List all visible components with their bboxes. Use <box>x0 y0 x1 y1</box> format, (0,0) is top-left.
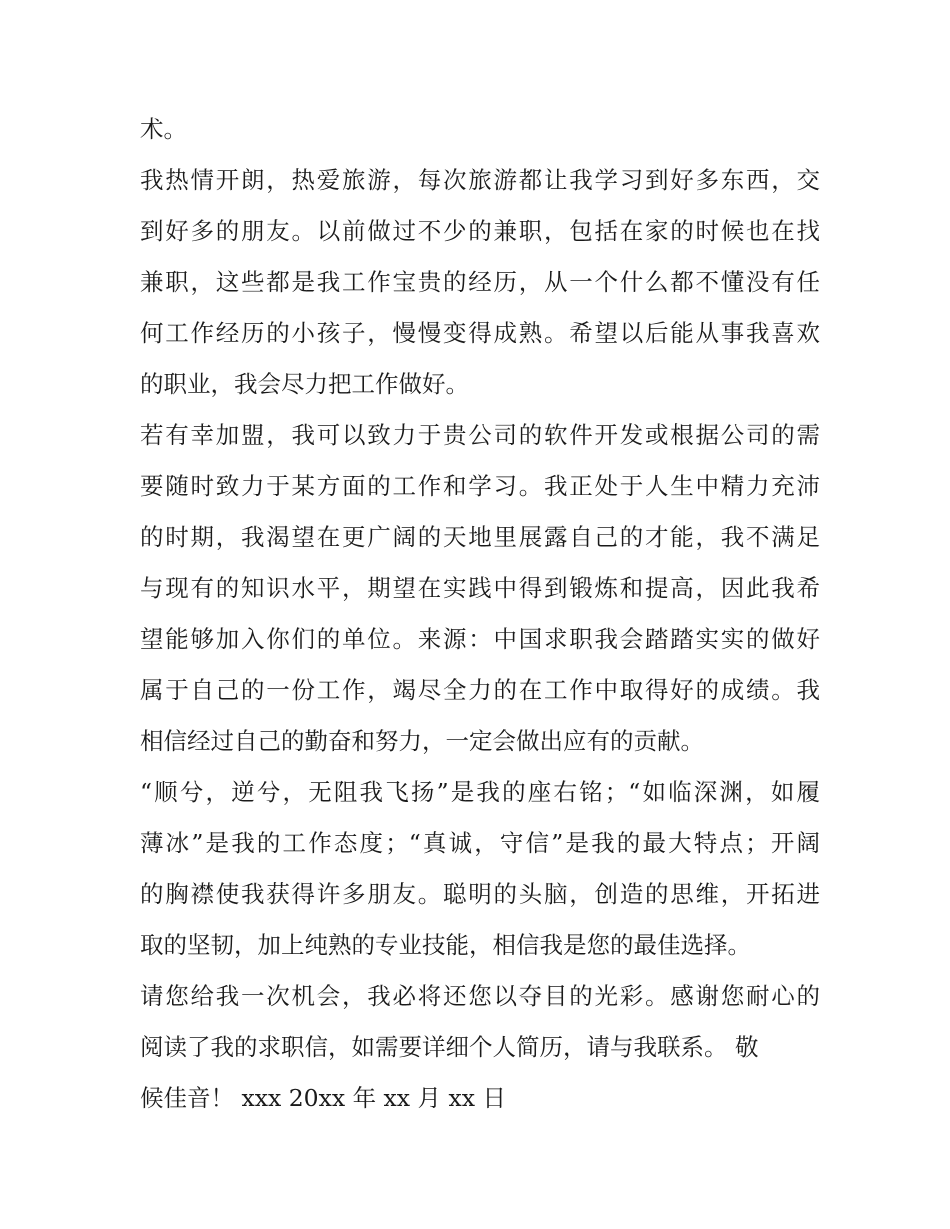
text-line: “顺兮，逆兮，无阻我飞扬”是我的座右铭；“如临深渊，如履 <box>140 778 820 806</box>
text-line: 望能够加入你们的单位。来源：中国求职我会踏踏实实的做好 <box>140 625 820 653</box>
text-line: 属于自己的一份工作，竭尽全力的在工作中取得好的成绩。我 <box>140 676 820 704</box>
text-line: 与现有的知识水平，期望在实践中得到锻炼和提高，因此我希 <box>140 574 820 602</box>
text-line: 术。 <box>140 115 187 143</box>
letter-body <box>140 104 820 1124</box>
text-line: 到好多的朋友。以前做过不少的兼职，包括在家的时候也在找 <box>140 217 820 245</box>
text-line: 请您给我一次机会，我必将还您以夺目的光彩。感谢您耐心的 <box>140 982 820 1010</box>
text-line: 的职业，我会尽力把工作做好。 <box>140 370 469 398</box>
text-line: 若有幸加盟，我可以致力于贵公司的软件开发或根据公司的需 <box>140 421 820 449</box>
text-line: 薄冰”是我的工作态度；“真诚，守信”是我的最大特点；开阔 <box>140 829 820 857</box>
text-line: 的胸襟使我获得许多朋友。聪明的头脑，创造的思维，开拓进 <box>140 880 820 908</box>
text-line: 取的坚韧，加上纯熟的专业技能，相信我是您的最佳选择。 <box>140 931 751 959</box>
text-line: 兼职，这些都是我工作宝贵的经历，从一个什么都不懂没有任 <box>140 268 820 296</box>
text-line: 阅读了我的求职信，如需要详细个人简历，请与我联系。 敬 <box>140 1033 759 1061</box>
signature-line: 候佳音！ xxx 20xx 年 xx 月 xx 日 <box>140 1084 506 1112</box>
text-line: 我热情开朗，热爱旅游，每次旅游都让我学习到好多东西，交 <box>140 166 820 194</box>
text-line: 相信经过自己的勤奋和努力，一定会做出应有的贡献。 <box>140 727 704 755</box>
text-line: 何工作经历的小孩子，慢慢变得成熟。希望以后能从事我喜欢 <box>140 319 820 347</box>
text-line: 要随时致力于某方面的工作和学习。我正处于人生中精力充沛 <box>140 472 820 500</box>
text-line: 的时期，我渴望在更广阔的天地里展露自己的才能，我不满足 <box>140 523 820 551</box>
